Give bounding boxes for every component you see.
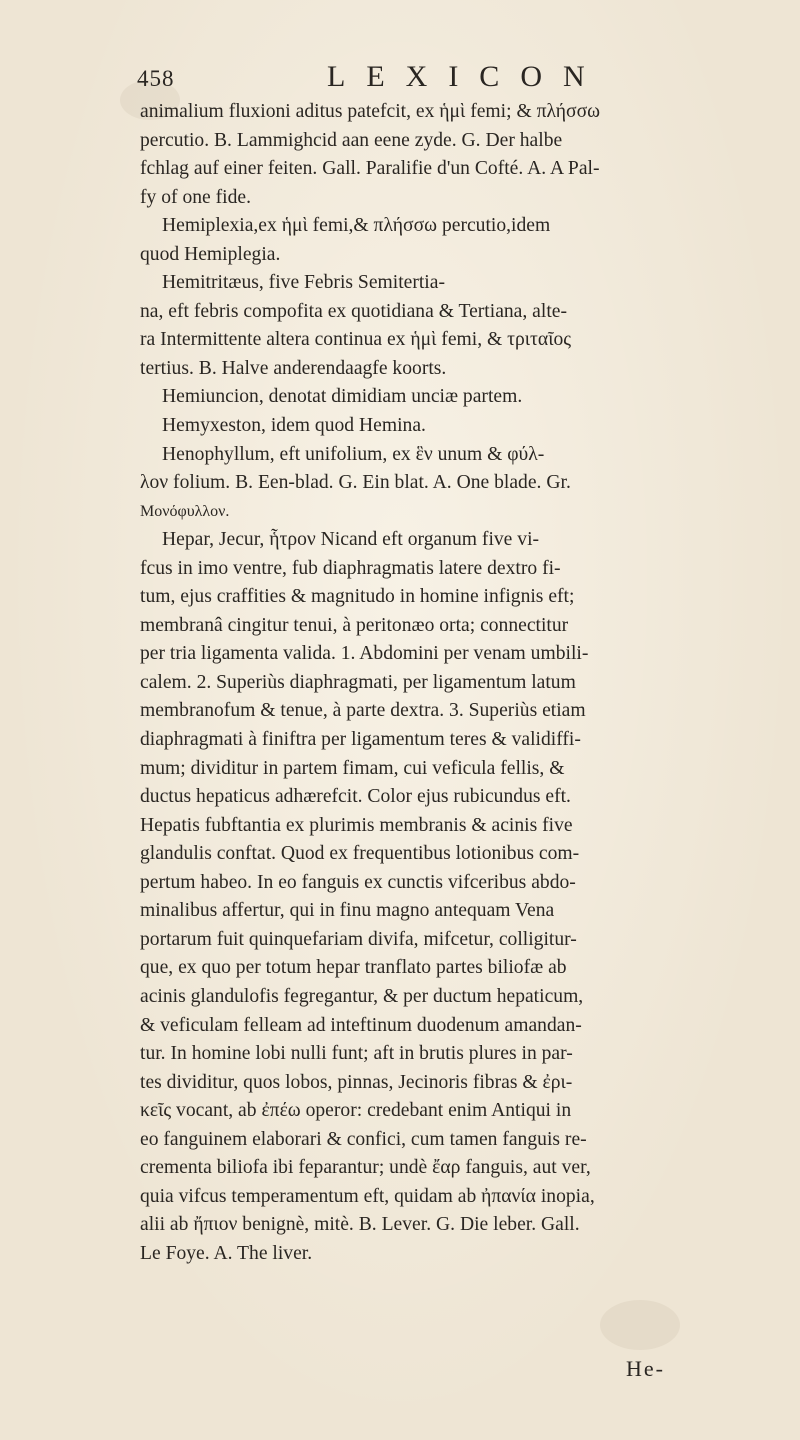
text-line: animalium fluxioni aditus patefcit, ex ἡμὶ femi; & πλήσσω: [140, 101, 601, 122]
text-line: Hemiplexia,ex ἡμὶ femi,& πλήσσω percutio,idem: [162, 215, 551, 237]
text-line: quod Hemiplegia.: [140, 243, 281, 265]
text-line: Le Foye. A. The liver.: [140, 1242, 313, 1264]
text-line: fy of one fide.: [140, 186, 251, 208]
text-line: membranofum & tenue, à parte dextra. 3. Superiùs etiam: [140, 700, 586, 722]
text-line: tum, ejus craffities & magnitudo in homine infignis eft;: [140, 586, 575, 608]
text-line: alii ab ἤπιον benignè, mitè. B. Lever. G. Die leber. Gall.: [140, 1214, 580, 1236]
text-line: Hepar, Jecur, ἧτρον Nicand eft organum five vi-: [162, 529, 540, 551]
text-line: acinis glandulofis fegregantur, & per ductum hepaticum,: [140, 985, 584, 1007]
text-line: minalibus affertur, qui in finu magno antequam Vena: [140, 900, 555, 922]
text-line: κεῖς vocant, ab ἐπέω operor: credebant enim Antiqui in: [140, 1100, 572, 1122]
text-line: & veficulam felleam ad inteftinum duodenum amandan-: [140, 1014, 582, 1036]
text-line: fcus in imo ventre, fub diaphragmatis latere dextro fi-: [140, 557, 561, 579]
dictionary-text: [140, 98, 660, 1268]
running-head: LEXICON: [327, 60, 606, 93]
text-line: diaphragmati à finiftra per ligamentum teres & validiffi-: [140, 729, 581, 751]
catchword: He-: [626, 1356, 665, 1381]
page-header: [137, 60, 657, 100]
text-line: tertius. B. Halve anderendaagfe koorts.: [140, 357, 447, 379]
text-line: eo fanguinem elaborari & confici, cum tamen fanguis re-: [140, 1128, 587, 1150]
text-line: Hemitritæus, five Febris Semitertia-: [162, 272, 445, 294]
text-line: tes dividitur, quos lobos, pinnas, Jecinoris fibras & ἐρι-: [140, 1071, 573, 1093]
text-line: fchlag auf einer feiten. Gall. Paralifie d'un Cofté. A. A Pal-: [140, 158, 600, 180]
text-line: portarum fuit quinquefariam divifa, mifcetur, colligitur-: [140, 928, 577, 950]
text-line: membranâ cingitur tenui, à peritonæo orta; connectitur: [140, 614, 569, 636]
text-line: tur. In homine lobi nulli funt; aft in brutis plures in par-: [140, 1043, 573, 1065]
text-line: quia vifcus temperamentum eft, quidam ab ἠπανία inopia,: [140, 1185, 595, 1207]
text-line: pertum habeo. In eo fanguis ex cunctis vifceribus abdo-: [140, 871, 576, 893]
text-line: percutio. B. Lammighcid aan eene zyde. G. Der halbe: [140, 129, 563, 151]
text-line: Hemiuncion, denotat dimidiam unciæ partem.: [162, 386, 523, 408]
text-line: Μονόφυλλον.: [140, 502, 230, 520]
text-line: na, eft febris compofita ex quotidiana & Tertiana, alte-: [140, 300, 567, 322]
text-line: ductus hepaticus adhærefcit. Color ejus rubicundus eft.: [140, 786, 571, 808]
text-line: calem. 2. Superiùs diaphragmati, per ligamentum latum: [140, 671, 576, 693]
page-number: 458: [137, 66, 175, 91]
text-line: Hepatis fubftantia ex plurimis membranis & acinis five: [140, 814, 573, 836]
text-line: mum; dividitur in partem fimam, cui veficula fellis, &: [140, 757, 565, 779]
text-line: Henophyllum, eft unifolium, ex ἓν unum & φύλ-: [162, 443, 545, 465]
text-line: glandulis conftat. Quod ex frequentibus lotionibus com-: [140, 843, 580, 865]
text-line: per tria ligamenta valida. 1. Abdomini per venam umbili-: [140, 643, 589, 665]
text-line: λον folium. B. Een-blad. G. Ein blat. A. One blade. Gr.: [140, 472, 571, 494]
text-line: crementa biliofa ibi feparantur; undè ἔαρ fanguis, aut ver,: [140, 1157, 591, 1179]
text-line: ra Intermittente altera continua ex ἡμὶ femi, & τριταῖος: [140, 329, 572, 351]
paper-stain: [600, 1300, 680, 1350]
text-line: que, ex quo per totum hepar tranflato partes biliofæ ab: [140, 957, 567, 979]
text-line: Hemyxeston, idem quod Hemina.: [162, 415, 426, 437]
